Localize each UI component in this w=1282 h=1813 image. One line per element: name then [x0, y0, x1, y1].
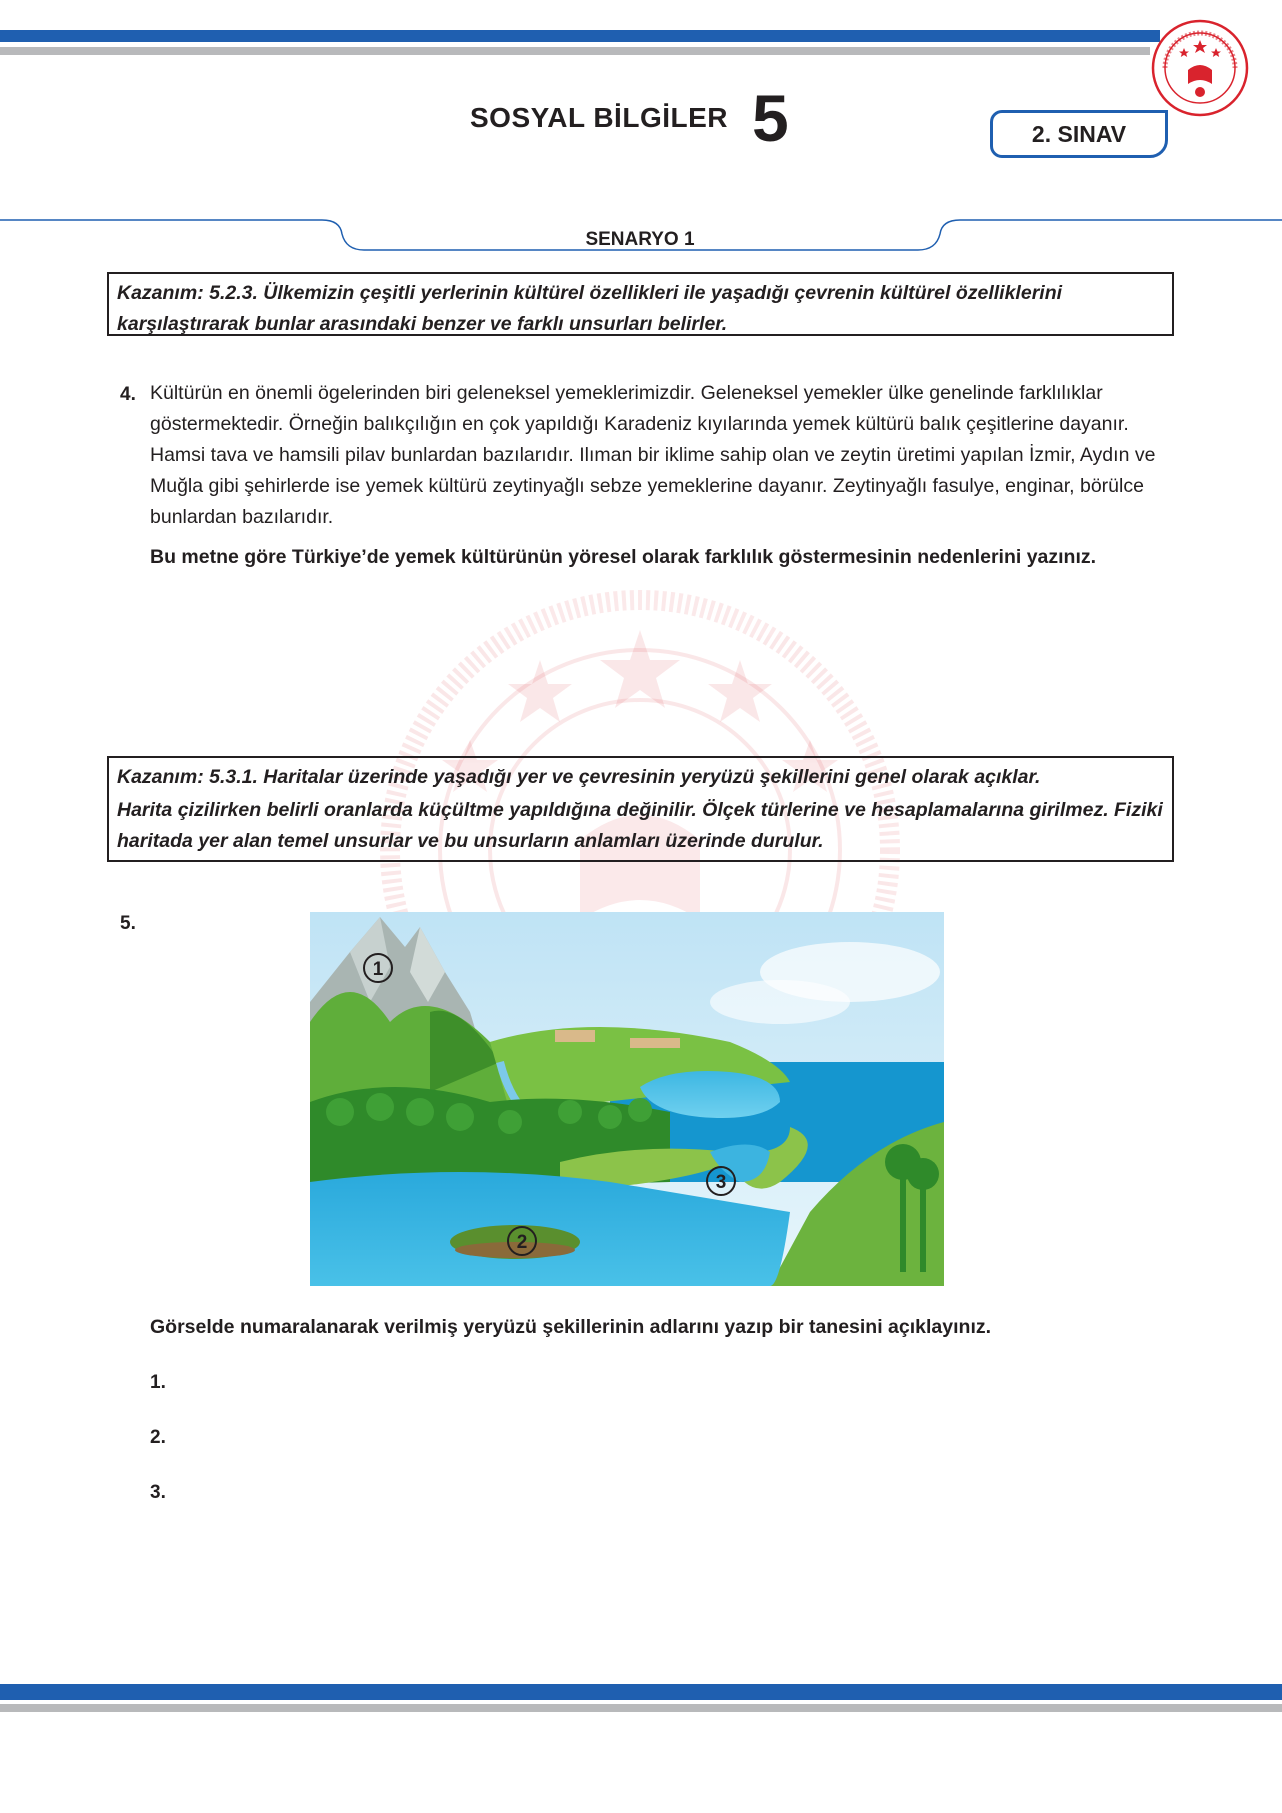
- exam-label-tab: [990, 110, 1168, 158]
- svg-text:2: 2: [516, 1232, 528, 1253]
- answer-line-2: 2.: [150, 1427, 166, 1448]
- top-blue-band: [0, 30, 1160, 42]
- kazanim-box-2: [107, 756, 1174, 862]
- answer-line-1: 1.: [150, 1372, 166, 1393]
- question-5-number: 5.: [120, 913, 136, 934]
- subject-title: SOSYAL BİLGİLER: [470, 102, 728, 133]
- question-4-number: 4.: [120, 384, 136, 405]
- exam-label: 2. SINAV: [1031, 120, 1127, 147]
- grade-number: 5: [752, 81, 789, 155]
- answer-line-3: 3.: [150, 1482, 166, 1503]
- question-4-prompt: Bu metne göre Türkiye’de yemek kültürünün yöresel olarak farklılık göstermesinin nedenlerini yazınız.: [150, 546, 1097, 568]
- question-4-body: Kültürün en önemli ögelerinden biri geleneksel yemeklerimizdir. Geleneksel yemekler ülke genelinde farklılıklar göstermektedir. Örneğin balıkçılığın en çok yapıldığı Karadeniz kıyılarında yemek kültürü balık çeşitlerine dayanır. Hamsi tava ve hamsili pilav bunlardan bazılarıdır. Ilıman bir iklime sahip olan ve zeytin üretimi yapılan İzmir, Aydın ve Muğla gibi şehirlerde ise yemek kültürü zeytinyağlı sebze yemeklerine dayanır. Zeytinyağlı fasulye, enginar, börülce bunlardan bazılarıdır.: [150, 382, 1156, 528]
- landform-illustration: [310, 912, 944, 1286]
- kazanim-box-1: [107, 272, 1174, 336]
- scenario-title: SENARYO 1: [585, 229, 695, 250]
- page-header: [470, 81, 789, 155]
- kazanim-1-text: Kazanım: 5.2.3. Ülkemizin çeşitli yerlerinin kültürel özellikleri ile yaşadığı çevrenin kültürel özelliklerini karşılaştırarak bunlar arasındaki benzer ve farklı unsurları belirler.: [117, 282, 1063, 335]
- svg-text:1: 1: [372, 959, 384, 980]
- bottom-gray-band: [0, 1704, 1282, 1712]
- bottom-blue-band: [0, 1684, 1282, 1700]
- top-gray-band: [0, 47, 1150, 55]
- question-5-prompt: Görselde numaralanarak verilmiş yeryüzü şekillerinin adlarını yazıp bir tanesini açıklayınız.: [150, 1316, 992, 1338]
- kazanim-2-line1: Kazanım: 5.3.1. Haritalar üzerinde yaşadığı yer ve çevresinin yeryüzü şekillerini genel olarak açıklar.: [117, 766, 1041, 788]
- kazanim-2-line2: Harita çizilirken belirli oranlarda küçültme yapıldığına değinilir. Ölçek türlerine ve hesaplamalarına girilmez. Fiziki haritada yer alan temel unsurlar ve bu unsurların anlamları üzerinde durulur.: [117, 799, 1163, 852]
- ministry-seal-logo: [1150, 18, 1250, 118]
- svg-text:3: 3: [715, 1172, 727, 1193]
